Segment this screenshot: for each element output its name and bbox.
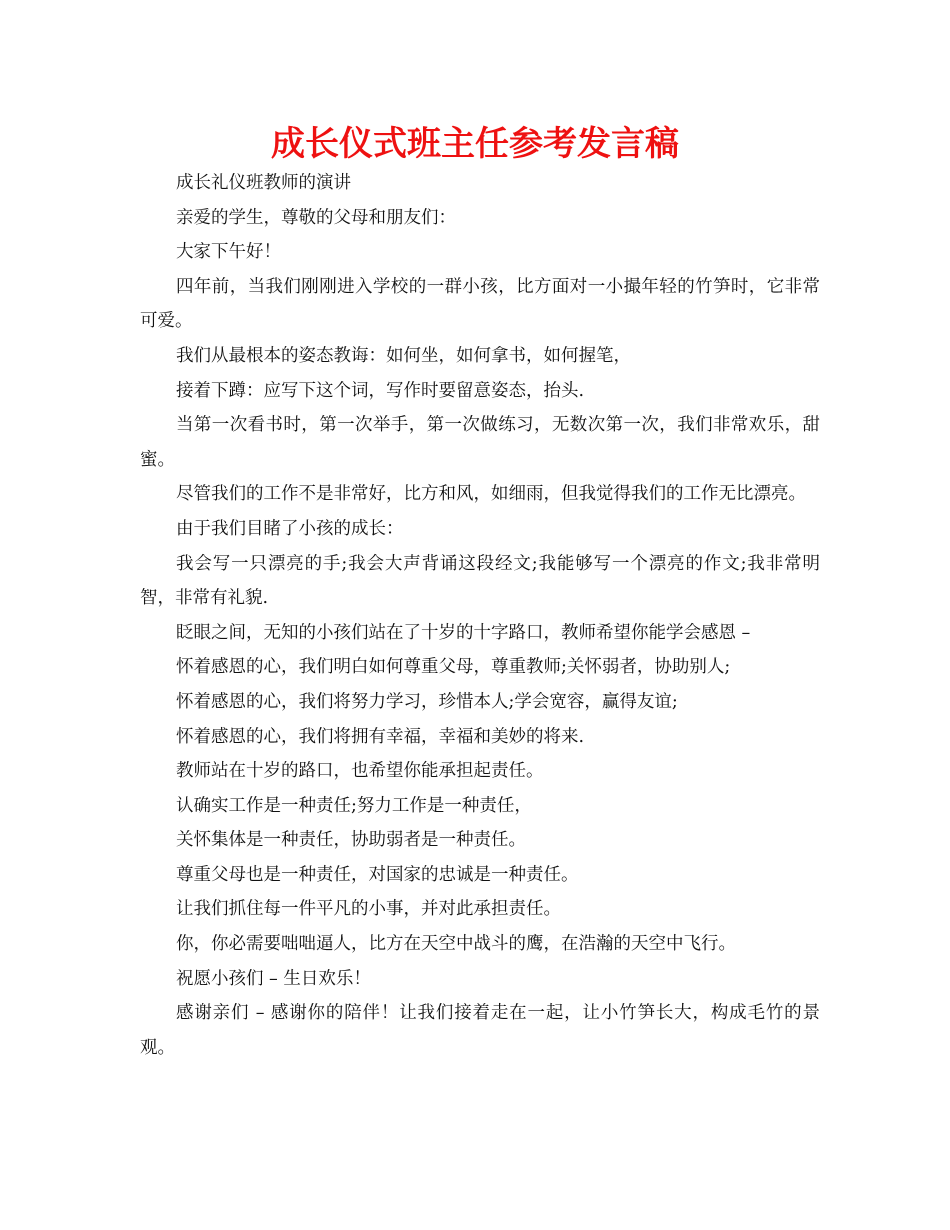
paragraph: 你，你必需要咄咄逼人，比方在天空中战斗的鹰，在浩瀚的天空中飞行。: [176, 934, 736, 955]
paragraph: 关怀集体是一种责任，协助弱者是一种责任。: [176, 830, 526, 851]
paragraph: 大家下午好！: [176, 242, 281, 263]
paragraph: 亲爱的学生，尊敬的父母和朋友们：: [176, 207, 456, 228]
document-body: [140, 166, 820, 1065]
paragraph: 让我们抓住每一件平凡的小事，并对此承担责任。: [176, 899, 561, 920]
paragraph: 由于我们目睹了小孩的成长：: [176, 518, 404, 539]
paragraph: 我们从最根本的姿态教诲：如何坐，如何拿书，如何握笔，: [176, 345, 631, 366]
paragraph: 尽管我们的工作不是非常好，比方和风，如细雨，但我觉得我们的工作无比漂亮。: [176, 484, 806, 505]
paragraph: 尊重父母也是一种责任，对国家的忠诚是一种责任。: [176, 864, 579, 885]
paragraph: 眨眼之间，无知的小孩们站在了十岁的十字路口，教师希望你能学会感恩 –: [176, 622, 751, 643]
paragraph: 怀着感恩的心，我们明白如何尊重父母，尊重教师;关怀弱者，协助别人;: [176, 657, 731, 678]
paragraph: 感谢亲们 – 感谢你的陪伴！让我们接着走在一起，让小竹笋长大，构成毛竹的景观。: [140, 1003, 820, 1058]
paragraph: 教师站在十岁的路口，也希望你能承担起责任。: [176, 761, 544, 782]
paragraph: 祝愿小孩们 – 生日欢乐！: [176, 968, 371, 989]
paragraph: 认确实工作是一种责任;努力工作是一种责任，: [176, 795, 532, 816]
document-title: 成长仪式班主任参考发言稿: [271, 124, 679, 164]
paragraph: 怀着感恩的心，我们将努力学习，珍惜本人;学会宽容，赢得友谊;: [176, 691, 678, 712]
paragraph: 怀着感恩的心，我们将拥有幸福，幸福和美妙的将来.: [176, 726, 585, 747]
paragraph: 我会写一只漂亮的手;我会大声背诵这段经文;我能够写一个漂亮的作文;我非常明智，非常有礼貌.: [140, 553, 820, 609]
paragraph: 当第一次看书时，第一次举手，第一次做练习，无数次第一次，我们非常欢乐，甜蜜。: [140, 415, 820, 470]
paragraph: 成长礼仪班教师的演讲: [176, 173, 351, 193]
paragraph: 接着下蹲：应写下这个词，写作时要留意姿态，抬头.: [176, 380, 585, 401]
paragraph: 四年前，当我们刚刚进入学校的一群小孩，比方面对一小撮年轻的竹笋时，它非常可爱。: [140, 276, 820, 332]
